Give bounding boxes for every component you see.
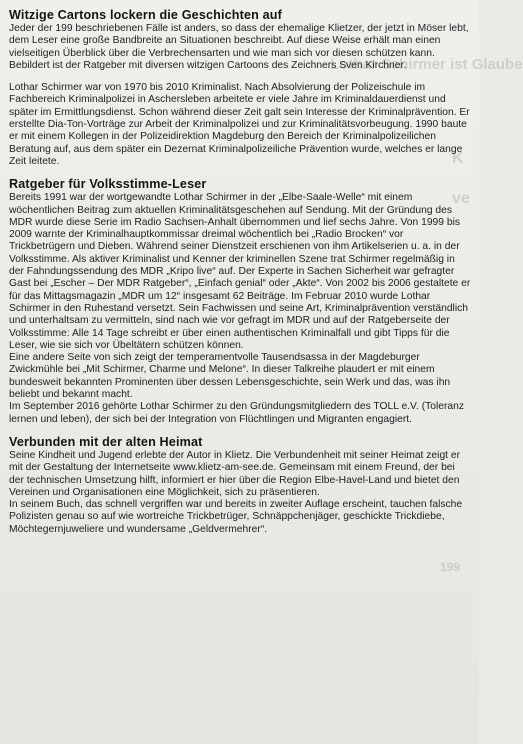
bleed-through-text: 199: [440, 560, 461, 574]
section-heading: Witzige Cartons lockern die Geschichten auf: [9, 8, 282, 22]
paragraph: Bereits 1991 war der wortgewandte Lothar Schirmer in der „Elbe-Saale-Welle“ mit einem wöchentlichen Beitrag zum aktuellen Kriminalitätsgeschehen auf Sendung. Mit der Gründung des MDR wurde diese Serie im Radio Sachsen-Anhalt übernommen und lief sechs Jahre. Von 1999 bis 2009 warnte der Kriminalhauptkommissar dreimal wöchentlich bei „Radio Brocken“ vor Trickbetrügern und Dieben. Während seiner Dienstzeit erschienen von ihm Artikelserien u. a. in der Volksstimme. Als aktiver Kriminalist und Kenner der kriminellen Szene trat Schirmer regelmäßig in der Fahndungssendung des MDR „Kripo live“ auf. Der Experte in Sachen Sicherheit war gefragter Gast bei „Escher – Der MDR Ratgeber“, „Einfach genial“ oder „Akte“. Von 2002 bis 2006 gestaltete er für das Mittagsmagazin „MDR um 12“ insgesamt 62 Beiträge. Im Februar 2010 wurde Lothar Schirmer in den Ruhestand versetzt. Sein Fachwissen und seine Art, Kriminalprävention verständlich und unterhaltsam zu vermitteln, sind nach wie vor gefragt im MDR und auf der Ratgeberseite der Volksstimme: Alle 14 Tage schreibt er über einen authentischen Kriminalfall und gibt Tipps für die Leser, wie sie sich vor Übeltätern schützen können.: [9, 192, 471, 351]
paragraph: In seinem Buch, das schnell vergriffen war und bereits in zweiter Auflage erscheint, tauchen falsche Polizisten genau so auf wie wortreiche Trickbetrüger, Schnäppchenjäger, geschickte Trickdiebe, Möchtegernjuweliere und wundersame „Geldvermehrer“.: [9, 499, 463, 535]
article-body: [9, 8, 471, 536]
paragraph: Im September 2016 gehörte Lothar Schirmer zu den Gründungsmitgliedern des TOLL e.V. (Toleranz lernen und leben), der sich bei der Integration von Flüchtlingen und Migranten engagiert.: [9, 401, 465, 425]
bleed-through-text: ve: [452, 190, 470, 207]
section-heading: Ratgeber für Volksstimme-Leser: [9, 177, 207, 192]
section-cartoons: [9, 8, 471, 168]
paragraph: Bebildert ist der Ratgeber mit diversen witzigen Cartoons des Zeichners Sven Kirchner.: [9, 59, 407, 71]
section-heading: Verbunden mit der alten Heimat: [9, 434, 203, 449]
paragraph: Lothar Schirmer war von 1970 bis 2010 Kriminalist. Nach Absolvierung der Polizeischule im Fachbereich Kriminalpolizei in Aschersleben arbeitete er viele Jahre im Kriminaldauerdienst und später im Ermittlungsdienst. Schon während dieser Zeit galt sein Interesse der Kriminalprävention. Er erstellte Dia-Ton-Vorträge zur Arbeit der Kriminalpolizei und zur Kriminalitätsvorbeugung. 1990 baute er mit einem Kollegen in der Polizeidirektion Magdeburg den Bereich der Kriminalpolizeilichen Beratung auf, aus dem später ein Dezernat Kriminalpolizeiliche Prävention wurde, welches er lange Zeit leitete.: [9, 82, 470, 167]
paragraph: Seine Kindheit und Jugend erlebte der Autor in Klietz. Die Verbundenheit mit seiner Heimat zeigt er mit der Gestaltung der Internetseite www.klietz-am-see.de. Gemeinsam mit einem Freund, der bei der technischen Umsetzung hilft, informiert er hier über die Region Elbe-Havel-Land und bietet den Vereinen und Organisationen eine Möglichkeit, sich zu präsentieren.: [9, 449, 461, 498]
bleed-through-text: K: [452, 150, 464, 167]
paragraph: Eine andere Seite von sich zeigt der temperamentvolle Tausendsassa in der Magdeburger Zwickmühle bei „Mit Schirmer, Charme und Melone“. In dieser Talkreihe plaudert er mit einem bundesweit bekannten Prominenten über dessen Lebensgeschichte, sein Werk und das, was ihn beliebt und bekannt macht.: [9, 352, 451, 401]
bleed-through-text: Lothar Schirmer ist Glaube: [330, 56, 523, 73]
paragraph: Jeder der 199 beschriebenen Fälle ist anders, so dass der ehemalige Klietzer, der jetzt in Möser lebt, dem Leser eine große Bandbreite an Situationen beschreibt. Auf diese Weise erhält man einen vielseitigen Überblick über die Verbrechensarten und wie man sich vor diesen schützen kann.: [9, 23, 469, 59]
section-ratgeber: [9, 177, 471, 426]
section-heimat: [9, 435, 471, 536]
